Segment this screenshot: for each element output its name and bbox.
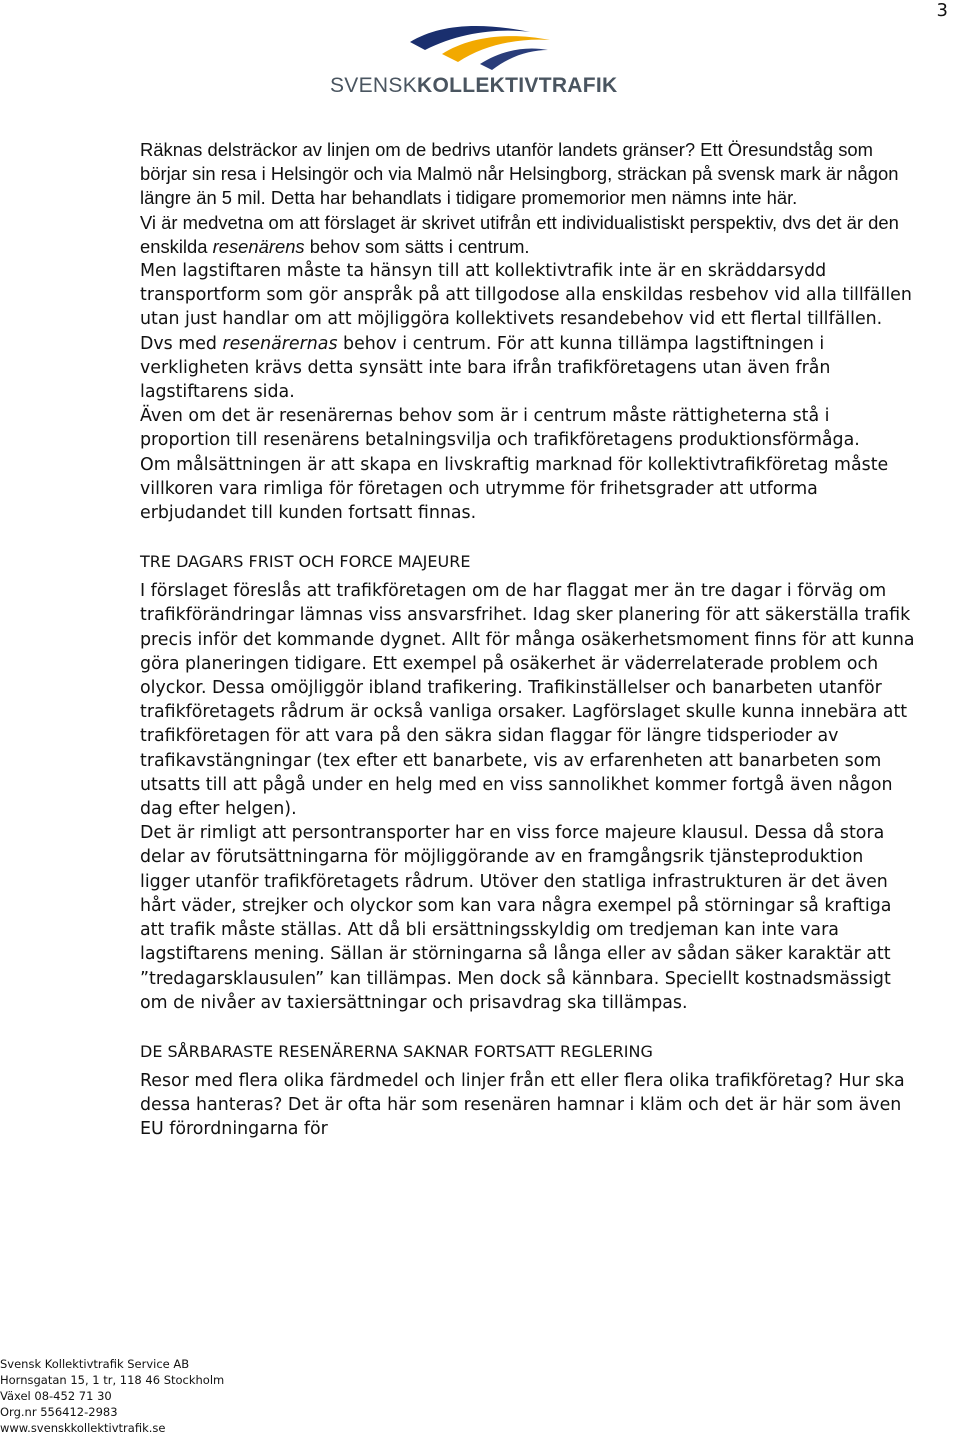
section2-paragraph-1: Resor med flera olika färdmedel och linjer från ett eller flera olika trafikföretag? Hur ska dessa hanteras? Det är ofta här som resenären hamnar i kläm och det är här som även EU förordningarna för	[140, 1070, 905, 1140]
footer-company: Svensk Kollektivtrafik Service AB	[0, 1357, 190, 1371]
section1-paragraph-1: I förslaget föreslås att trafikföretagen om de har flaggat mer än tre dagar i förväg om trafikförändringar lämnas viss ansvarsfrihet. Idag sker planering för att säkerställa trafik precis inför det kommande dygnet. Allt för många osäkerhetsmoment finns för att kunna göra planeringen tidigare. Ett exempel på osäkerhet är väderrelaterade problem och olyckor. Dessa omöjliggör ibland trafikering. Trafikinställelser och banarbeten utanför trafikföretagets rådrum är också vanliga orsaker. Lagförslaget skulle kunna innebära att trafikföretagen för att vara på den säkra sidan flaggar för längre tidsperioder av trafikavstängningar (tex efter ett banarbete, vis av erfarenheten att banarbeten som utsatts till att pågå under en helg med en viss sannolikhet kommer fortgå även någon dag efter helgen).	[140, 581, 915, 820]
footer-website: www.svenskkollektivtrafik.se	[0, 1421, 166, 1435]
section-heading-sarbaraste: DE SÅRBARASTE RESENÄRERNA SAKNAR FORTSATT REGLERING	[140, 1041, 653, 1061]
intro-paragraph-2: Vi är medvetna om att förslaget är skrivet utifrån ett individualistiskt perspektiv, dvs det är den enskilda resenärens behov som sätts i centrum.	[140, 211, 899, 257]
body-paragraph-2: Även om det är resenärernas behov som är i centrum måste rättigheterna stå i proportion till resenärens betalningsvilja och trafikföretagens produktionsförmåga.	[140, 406, 860, 451]
section-heading-force-majeure: TRE DAGARS FRIST OCH FORCE MAJEURE	[140, 552, 471, 572]
footer-address	[0, 1356, 224, 1436]
section1-paragraph-2: Det är rimligt att persontransporter har en viss force majeure klausul. Dessa då stora delar av förutsättningarna för möjliggörande av en framgångsrik tjänsteproduktion ligger utanför trafikföretagets rådrum. Utöver den statliga infrastrukturen är det även hårt väder, strejker och olyckor som kan vara några exempel på störningar så kraftiga att trafik måste ställas. Att då bli ersättningsskyldig om tredjeman kan inte vara lagstiftarens mening. Sällan är störningarna så långa eller av sådan säker karaktär att ”tredagarsklausulen” kan tillämpas. Men dock så kännbara. Speciellt kostnadsmässigt om de nivåer av taxiersättningar och prisavdrag ska tillämpas.	[140, 823, 892, 1013]
body-paragraph-1: Men lagstiftaren måste ta hänsyn till att kollektivtrafik inte är en skräddarsydd transportform som gör anspråk på att tillgodose alla enskildas resbehov vid alla tillfällen utan just handlar om att möjliggöra kollektivets resandebehov vid ett flertal tillfällen. Dvs med resenärernas behov i centrum. För att kunna tillämpa lagstiftningen i verkligheten krävs detta synsätt inte bara ifrån trafikföretagens utan även från lagstiftarens sida.	[140, 261, 912, 403]
intro-paragraph: Räknas delsträckor av linjen om de bedrivs utanför landets gränser? Ett Öresundståg som börjar sin resa i Helsingör och via Malmö når Helsingborg, sträckan på svensk mark är någon längre än 5 mil. Detta har behandlats i tidigare promemorior men nämns inte här.	[140, 139, 899, 209]
page-number: 3	[936, 0, 948, 21]
footer-street: Hornsgatan 15, 1 tr, 118 46 Stockholm	[0, 1373, 225, 1387]
footer-phone: Växel 08-452 71 30	[0, 1389, 112, 1403]
svensk-kollektivtrafik-logo	[330, 20, 630, 100]
logo-text: SVENSKKOLLEKTIVTRAFIK	[330, 74, 618, 97]
logo-waves-icon	[330, 20, 630, 76]
body-paragraph-3: Om målsättningen är att skapa en livskraftig marknad för kollektivtrafikföretag måste villkoren vara rimliga för företagen och utrymme för frihetsgrader att utforma erbjudandet till kunden fortsatt finnas.	[140, 454, 889, 524]
document-body	[140, 138, 915, 1142]
footer-orgnr: Org.nr 556412-2983	[0, 1405, 118, 1419]
